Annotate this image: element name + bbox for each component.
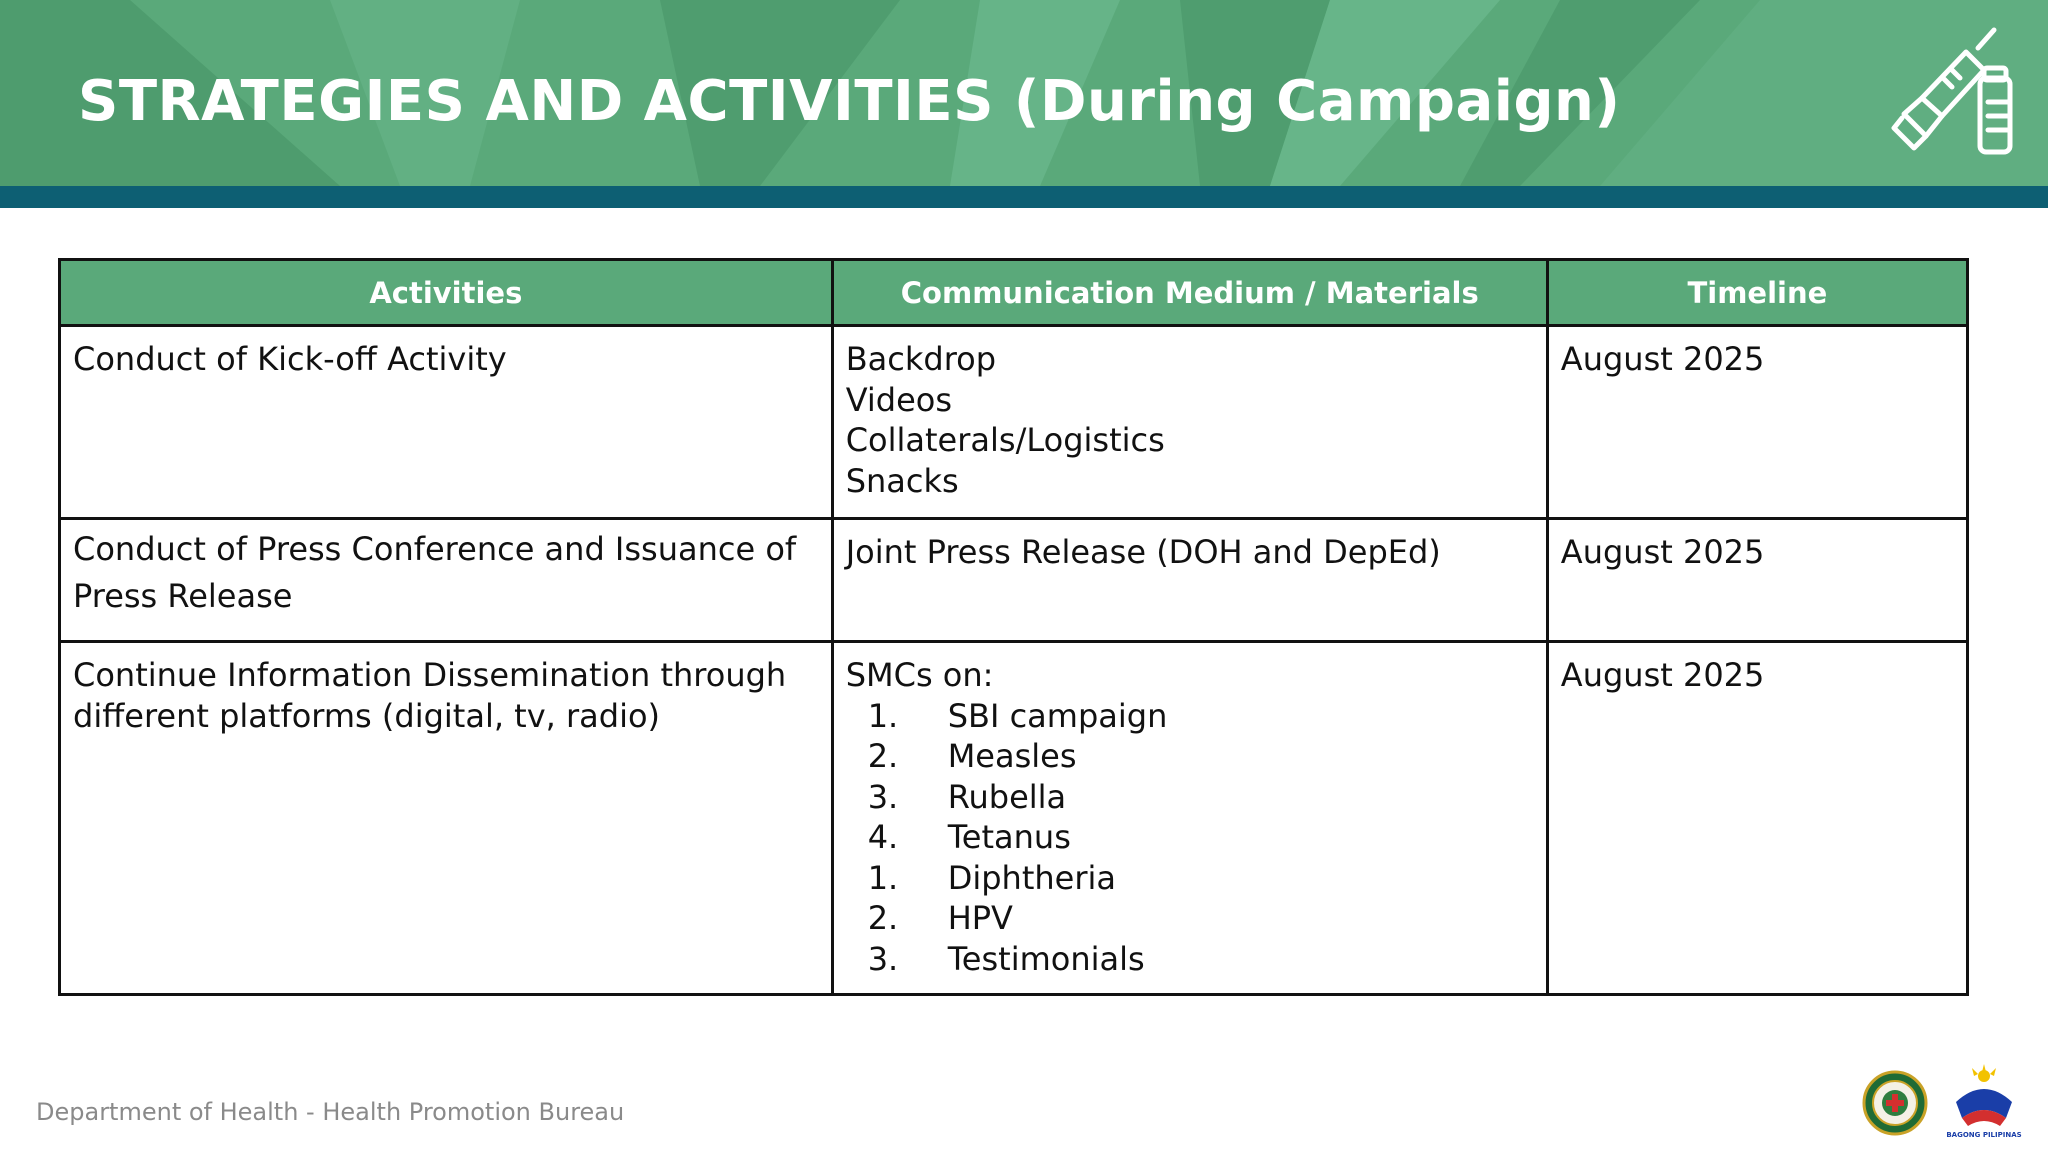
material-item: Snacks [845, 461, 959, 500]
activity-text: Conduct of Press Conference and Issuance of Press Release [73, 530, 797, 615]
material-item: Videos [845, 380, 953, 419]
numbered-item [846, 898, 1534, 939]
activity-cell [60, 519, 833, 642]
material-item: Collaterals/Logistics [845, 421, 1165, 459]
timeline-text: August 2025 [1560, 340, 1765, 378]
numbered-item [846, 817, 1534, 858]
item-text: Diphtheria [947, 858, 1116, 897]
item-text: Rubella [947, 777, 1067, 816]
item-number: 1. [867, 858, 899, 897]
table-row [60, 326, 1968, 519]
activity-cell [60, 642, 833, 995]
item-number: 1. [867, 696, 899, 735]
table-header-row [60, 260, 1968, 326]
table-row [60, 519, 1968, 642]
activity-text: Continue Information Dissemination through [73, 656, 787, 694]
materials-cell [832, 326, 1547, 519]
column-header-activities: Activities [60, 260, 833, 326]
item-number: 2. [867, 737, 899, 775]
activity-text: different platforms (digital, tv, radio) [73, 696, 661, 735]
strategies-table [58, 258, 1969, 996]
column-header-timeline: Timeline [1547, 260, 1967, 326]
timeline-text: August 2025 [1560, 656, 1765, 694]
item-text: SBI campaign [947, 696, 1168, 735]
column-header-materials: Communication Medium / Materials [832, 260, 1547, 326]
numbered-item [846, 939, 1534, 980]
activity-text: Conduct of Kick-off Activity [73, 340, 507, 378]
numbered-item [846, 858, 1534, 899]
materials-cell [832, 642, 1547, 995]
logo-text: BAGONG PILIPINAS [1946, 1131, 2022, 1139]
timeline-cell [1547, 519, 1967, 642]
timeline-cell [1547, 326, 1967, 519]
header-banner [0, 0, 2048, 186]
materials-cell [832, 519, 1547, 642]
material-item: Joint Press Release (DOH and DepEd) [845, 533, 1441, 571]
bagong-pilipinas-logo [1944, 1062, 2024, 1140]
item-number: 3. [867, 777, 899, 816]
footer-organization: Department of Health - Health Promotion Bureau [36, 1098, 625, 1126]
vaccine-syringe-vial-icon [1882, 22, 2022, 162]
material-item: Backdrop [845, 340, 997, 378]
timeline-cell [1547, 642, 1967, 995]
numbered-item [846, 736, 1534, 777]
activity-cell [60, 326, 833, 519]
item-number: 4. [867, 818, 899, 856]
item-number: 2. [867, 899, 899, 937]
item-text: Measles [947, 737, 1077, 775]
item-text: Tetanus [947, 818, 1071, 856]
item-text: HPV [947, 899, 1013, 937]
item-text: Testimonials [947, 939, 1145, 978]
materials-intro: SMCs on: [845, 656, 994, 694]
item-number: 3. [867, 939, 899, 978]
timeline-text: August 2025 [1560, 533, 1765, 571]
table-row [60, 642, 1968, 995]
header-underline-bar [0, 186, 2048, 208]
numbered-item [846, 777, 1534, 818]
numbered-item [846, 696, 1534, 737]
page-title: STRATEGIES AND ACTIVITIES (During Campaign) [78, 69, 1621, 134]
doh-seal-icon [1862, 1070, 1928, 1136]
